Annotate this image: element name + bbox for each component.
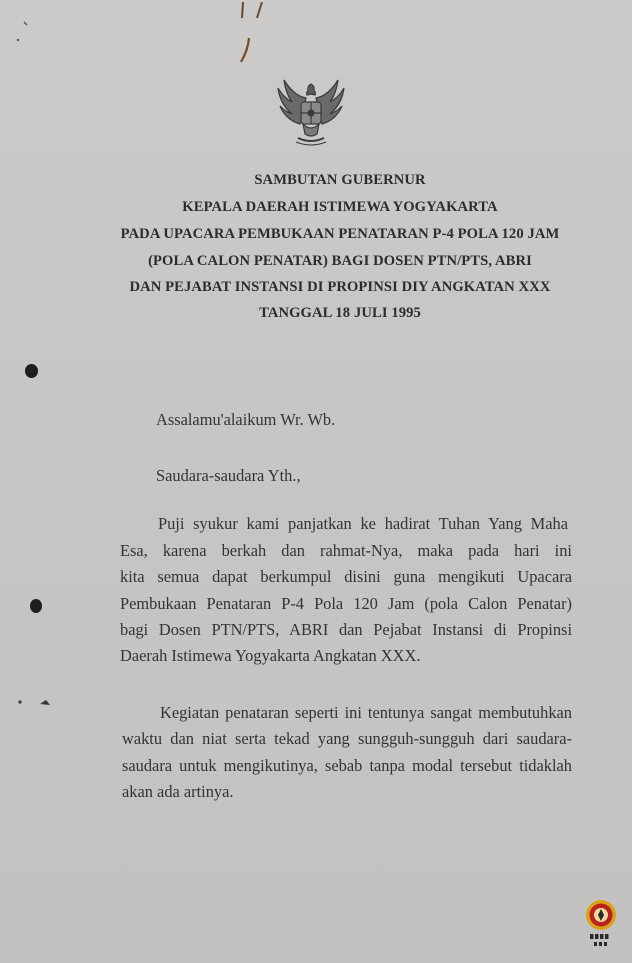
greeting-text: Assalamu'alaikum Wr. Wb. [156, 410, 336, 429]
punch-hole-bottom [30, 599, 42, 613]
paragraph1-line-4: Pembukaan Penataran P-4 Pola 120 Jam (pola Calon Penatar) [120, 594, 572, 613]
paragraph1-line-5: bagi Dosen PTN/PTS, ABRI dan Pejabat Instansi di Propinsi [120, 620, 572, 639]
punch-hole-top [25, 364, 38, 378]
title-line-6: TANGGAL 18 JULI 1995 [259, 305, 421, 321]
title-line-5: DAN PEJABAT INSTANSI DI PROPINSI DIY ANGKATAN XXX [129, 279, 551, 295]
handwritten-marks [232, 0, 272, 66]
title-line-1: SAMBUTAN GUBERNUR [254, 172, 426, 188]
paragraph2-line-2: waktu dan niat serta tekad yang sungguh-sungguh dari saudara- [122, 729, 572, 748]
title-line-4: (POLA CALON PENATAR) BAGI DOSEN PTN/PTS, ABRI [148, 253, 532, 269]
paragraph1-line-1: Puji syukur kami panjatkan ke hadirat Tuhan Yang Maha [158, 514, 568, 533]
paragraph1-line-2: Esa, karena berkah dan rahmat-Nya, maka pada hari ini [120, 541, 572, 560]
salutation-text: Saudara-saudara Yth., [156, 466, 301, 485]
title-line-3: PADA UPACARA PEMBUKAAN PENATARAN P-4 POLA 120 JAM [120, 226, 560, 242]
small-mark [14, 20, 34, 44]
title-line-2: KEPALA DAERAH ISTIMEWA YOGYAKARTA [182, 199, 498, 215]
ink-speck [14, 696, 54, 710]
paragraph2-line-4: akan ada artinya. [122, 782, 234, 801]
paragraph2-line-3: saudara untuk mengikutinya, sebab tanpa modal tersebut tidaklah [122, 756, 572, 775]
paragraph1-line-6: Daerah Istimewa Yogyakarta Angkatan XXX. [120, 646, 421, 665]
paragraph2-line-1: Kegiatan penataran seperti ini tentunya sangat membutuhkan [160, 703, 572, 722]
archive-seal-logo-icon [584, 898, 618, 950]
paragraph1-line-3: kita semua dapat berkumpul disini guna mengikuti Upacara [120, 567, 572, 586]
garuda-emblem-icon [270, 76, 352, 158]
